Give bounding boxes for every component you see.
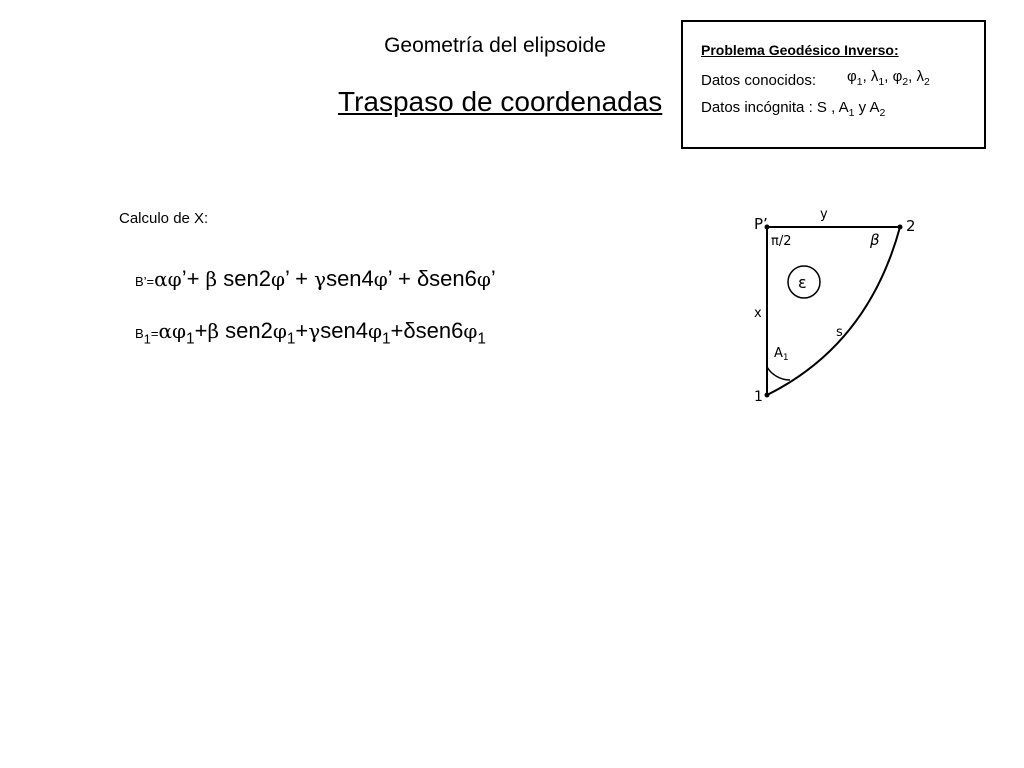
point-1 [765, 393, 770, 398]
known-data-label: Datos conocidos: [701, 72, 817, 89]
equation-b1: $B_1=\alpha\varphi_1+\beta$ $sen2\varphi_1+\gamma sen4\varphi_1+\delta sen6\varphi_1$ [135, 318, 486, 348]
geodesic-arc-s [767, 227, 900, 395]
label-a1: $A_1$ [774, 346, 789, 363]
known-data-values: $\varphi_1$, $\lambda_1$, $\varphi_2$, $\lambda_2$ [847, 68, 930, 88]
slide-title: Traspaso de coordenadas [338, 86, 663, 117]
label-y: y [820, 207, 828, 222]
label-pi-half: π/2 [771, 234, 792, 249]
unknown-data-line: Datos incógnita : S , $A_1$ y $A_2$ [701, 99, 886, 119]
phi-symbol: φ [847, 68, 857, 85]
angle-a1-arc [767, 367, 790, 380]
label-p-prime: P’ [754, 215, 768, 233]
label-epsilon: ε [798, 273, 807, 292]
point-2 [898, 225, 903, 230]
info-box-heading: Problema Geodésico Inverso: [701, 42, 899, 58]
label-beta: β [870, 231, 880, 249]
label-x: x [754, 306, 762, 321]
info-box [681, 20, 986, 149]
calc-label: Calculo de X: [119, 210, 209, 227]
label-point-2: 2 [906, 217, 916, 235]
slide-subtitle: Geometría del elipsoide [384, 34, 606, 57]
label-s: s [836, 325, 843, 340]
equation-b-prime: B’=αφ’+ β sen2φ’ + γsen4φ’ + δsen6φ’ [135, 266, 496, 291]
geodesic-triangle-diagram [740, 195, 930, 410]
label-point-1: 1 [754, 389, 763, 405]
